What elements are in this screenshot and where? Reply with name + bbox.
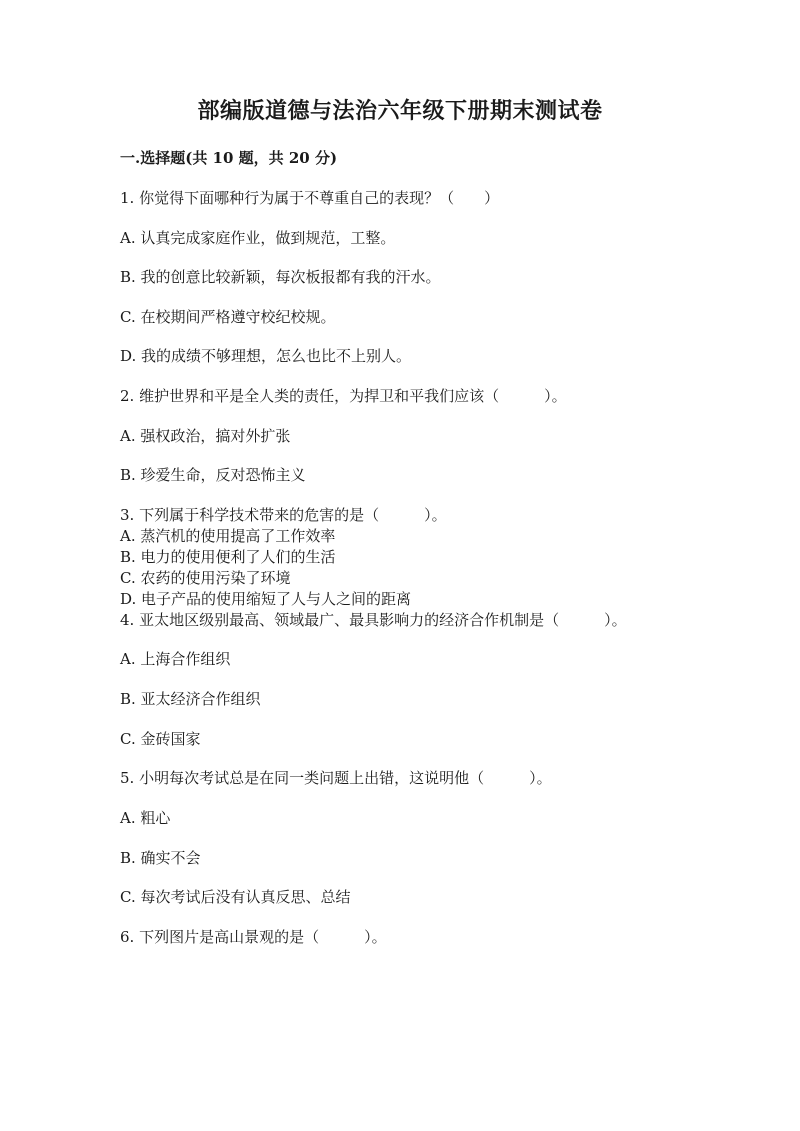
- question-1-stem: 1. 你觉得下面哪种行为属于不尊重自己的表现？（ ）: [120, 189, 500, 207]
- question-5-option-a: A. 粗心: [120, 809, 171, 827]
- question-5-stem: 5. 小明每次考试总是在同一类问题上出错，这说明他（ ）。: [120, 769, 552, 787]
- question-4-option-b: B. 亚太经济合作组织: [120, 690, 261, 708]
- question-4-option-a: A. 上海合作组织: [120, 650, 231, 668]
- question-3-option-d: D. 电子产品的使用缩短了人与人之间的距离: [120, 590, 412, 608]
- question-4-stem: 4. 亚太地区级别最高、领域最广、最具影响力的经济合作机制是（ ）。: [120, 611, 627, 629]
- question-5-option-b: B. 确实不会: [120, 849, 201, 867]
- question-1-option-b: B. 我的创意比较新颖，每次板报都有我的汗水。: [120, 268, 441, 286]
- question-3-option-a: A. 蒸汽机的使用提高了工作效率: [120, 527, 336, 545]
- question-3-option-c: C. 农药的使用污染了环境: [120, 569, 291, 587]
- question-3-option-b: B. 电力的使用便利了人们的生活: [120, 548, 336, 566]
- question-5-option-c: C. 每次考试后没有认真反思、总结: [120, 888, 351, 906]
- question-1-option-a: A. 认真完成家庭作业，做到规范，工整。: [120, 229, 396, 247]
- question-1-option-d: D. 我的成绩不够理想，怎么也比不上别人。: [120, 347, 412, 365]
- question-2-stem: 2. 维护世界和平是全人类的责任，为捍卫和平我们应该（ ）。: [120, 387, 567, 405]
- question-2-option-b: B. 珍爱生命，反对恐怖主义: [120, 466, 306, 484]
- question-6-stem: 6. 下列图片是高山景观的是（ ）。: [120, 928, 387, 946]
- question-4-option-c: C. 金砖国家: [120, 730, 201, 748]
- question-2-option-a: A. 强权政治，搞对外扩张: [120, 427, 291, 445]
- section-heading: 一.选择题(共 10 题，共 20 分): [120, 149, 338, 167]
- page-title: 部编版道德与法治六年级下册期末测试卷: [197, 98, 603, 124]
- question-3-stem: 3. 下列属于科学技术带来的危害的是（ ）。: [120, 506, 447, 524]
- question-1-option-c: C. 在校期间严格遵守校纪校规。: [120, 308, 336, 326]
